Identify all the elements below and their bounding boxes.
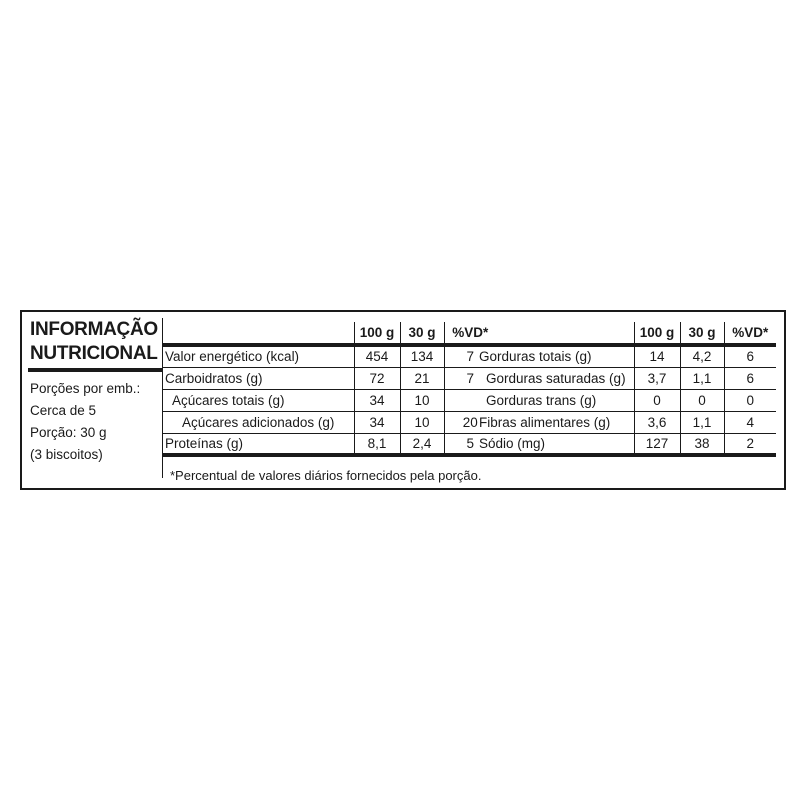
value-vd: 5 xyxy=(444,433,496,455)
servings-count: Cerca de 5 xyxy=(30,403,97,418)
footnote: *Percentual de valores diários fornecidos pela porção. xyxy=(170,468,482,483)
title-line-1: INFORMAÇÃO xyxy=(30,319,158,340)
header-100g: 100 g xyxy=(354,322,400,345)
nutrient-name: Sódio (mg) xyxy=(476,433,634,455)
table-row xyxy=(476,345,776,367)
header-nutrient xyxy=(162,322,354,345)
nutrient-name: Gorduras trans (g) xyxy=(476,389,634,411)
value-30g: 1,1 xyxy=(680,411,724,433)
value-100g: 0 xyxy=(634,389,680,411)
table-row xyxy=(162,389,496,411)
value-vd: 0 xyxy=(724,389,776,411)
table-header xyxy=(476,322,776,345)
value-100g: 3,7 xyxy=(634,367,680,389)
table-header xyxy=(162,322,496,345)
value-30g: 21 xyxy=(400,367,444,389)
table-row xyxy=(476,411,776,433)
value-100g: 127 xyxy=(634,433,680,455)
nutrient-name: Fibras alimentares (g) xyxy=(476,411,634,433)
value-vd: 20 xyxy=(444,411,496,433)
nutrient-name: Carboidratos (g) xyxy=(162,367,354,389)
table-row xyxy=(476,367,776,389)
value-30g: 10 xyxy=(400,411,444,433)
nutrition-facts-label xyxy=(20,310,786,490)
value-30g: 134 xyxy=(400,345,444,367)
serving-description: (3 biscoitos) xyxy=(30,447,103,462)
value-100g: 14 xyxy=(634,345,680,367)
nutrients-table-left xyxy=(162,322,496,457)
value-100g: 3,6 xyxy=(634,411,680,433)
header-100g: 100 g xyxy=(634,322,680,345)
nutrient-name: Gorduras totais (g) xyxy=(476,345,634,367)
nutrient-name: Açúcares totais (g) xyxy=(162,389,354,411)
value-30g: 0 xyxy=(680,389,724,411)
label-title xyxy=(30,318,162,366)
value-vd: 4 xyxy=(724,411,776,433)
value-100g: 34 xyxy=(354,411,400,433)
nutrient-name: Açúcares adicionados (g) xyxy=(162,411,354,433)
table-row xyxy=(162,411,496,433)
value-30g: 4,2 xyxy=(680,345,724,367)
value-vd: 2 xyxy=(724,433,776,455)
header-vd: %VD* xyxy=(724,322,776,345)
value-vd: 6 xyxy=(724,345,776,367)
value-30g: 10 xyxy=(400,389,444,411)
value-vd: 7 xyxy=(444,367,496,389)
table-row xyxy=(162,433,496,455)
nutrients-table-right xyxy=(476,322,776,457)
serving-size: Porção: 30 g xyxy=(30,425,107,440)
value-30g: 38 xyxy=(680,433,724,455)
table-row xyxy=(476,433,776,455)
value-100g: 34 xyxy=(354,389,400,411)
value-vd: 6 xyxy=(724,367,776,389)
header-30g: 30 g xyxy=(400,322,444,345)
value-30g: 1,1 xyxy=(680,367,724,389)
header-30g: 30 g xyxy=(680,322,724,345)
nutrient-name: Valor energético (kcal) xyxy=(162,345,354,367)
value-100g: 72 xyxy=(354,367,400,389)
table-row xyxy=(476,389,776,411)
value-vd: 7 xyxy=(444,345,496,367)
table-row xyxy=(162,367,496,389)
title-line-2: NUTRICIONAL xyxy=(30,343,158,364)
table-row xyxy=(162,345,496,367)
title-divider xyxy=(28,368,162,372)
servings-per-package: Porções por emb.: xyxy=(30,381,141,396)
nutrient-name: Gorduras saturadas (g) xyxy=(476,367,634,389)
serving-info xyxy=(30,378,164,466)
header-vd: %VD* xyxy=(444,322,496,345)
value-100g: 454 xyxy=(354,345,400,367)
value-30g: 2,4 xyxy=(400,433,444,455)
header-nutrient xyxy=(476,322,634,345)
nutrient-name: Proteínas (g) xyxy=(162,433,354,455)
value-100g: 8,1 xyxy=(354,433,400,455)
